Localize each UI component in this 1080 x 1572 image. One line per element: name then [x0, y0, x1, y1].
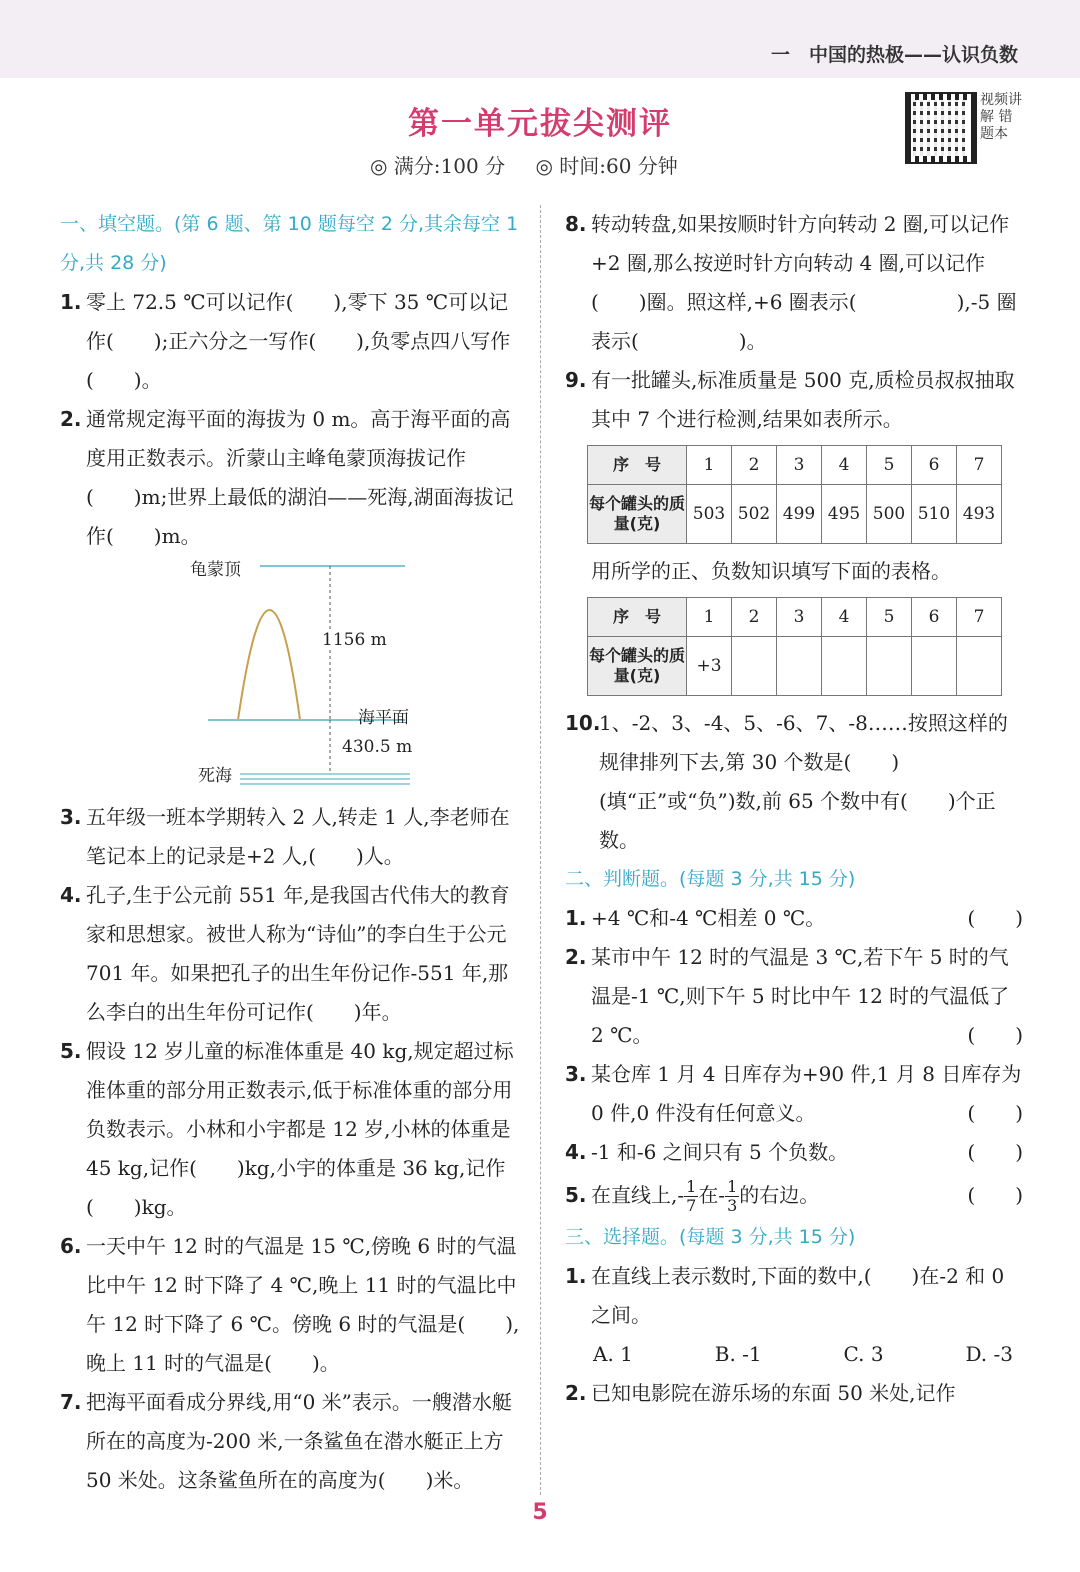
choice-2: 2. 已知电影院在游乐场的东面 50 米处,记作	[565, 1381, 956, 1405]
section-judge-title: 二、判断题。(每题 3 分,共 15 分)	[565, 868, 856, 890]
answer-cell[interactable]	[822, 637, 867, 696]
choice-1-options	[565, 1335, 1023, 1374]
question-2: 2. 通常规定海平面的海拔为 0 m。高于海平面的高度用正数表示。沂蒙山主峰龟蒙顶海拔记作( )m;世界上最低的湖泊——死海,湖面海拔记作( )m。	[60, 407, 514, 548]
judge-5: 5. 在直线上,- $\frac{1}{7}$ 在- $\frac{1}{3}$ 的右边。 ( )	[565, 1172, 1023, 1218]
option-b[interactable]: B. -1	[714, 1342, 762, 1366]
table-header: 每个罐头的质量(克)	[588, 485, 687, 544]
qr-label: 视频讲解 错题本	[980, 92, 1022, 142]
judge-1: 1. +4 ℃和-4 ℃相差 0 ℃。 ( )	[565, 899, 1023, 938]
answer-cell[interactable]	[777, 637, 822, 696]
time-limit: ◎ 时间:60 分钟	[535, 154, 678, 178]
answer-paren[interactable]: ( )	[967, 1183, 1023, 1207]
can-weight-table: 序 号 1 2 3 4 5 6 7 每个罐头的质量(克) 503 502 499 495 500 510 493	[587, 445, 1002, 544]
answer-cell[interactable]	[732, 637, 777, 696]
answer-cell[interactable]	[867, 637, 912, 696]
question-4: 4. 孔子,生于公元前 551 年,是我国古代伟大的教育家和思想家。被世人称为“诗仙”的李白生于公元 701 年。如果把孔子的出生年份记作-551 年,那么李白的出生年份可记作( )年。	[60, 883, 510, 1024]
table-header: 序 号	[588, 598, 687, 637]
label-dead-sea: 死海	[198, 766, 232, 786]
right-column	[565, 205, 1023, 1413]
question-9-instruction: 用所学的正、负数知识填写下面的表格。	[591, 559, 951, 583]
fraction-one-seventh: $\frac{1}{7}$	[686, 1177, 697, 1215]
column-divider	[540, 205, 541, 1495]
table-header: 序 号	[588, 446, 687, 485]
label-height: 1156 m	[322, 630, 387, 650]
option-c[interactable]: C. 3	[843, 1342, 884, 1366]
question-5: 5. 假设 12 岁儿童的标准体重是 40 kg,规定超过标准体重的部分用正数表示,低于标准体重的部分用负数表示。小林和小宇都是 12 岁,小林的体重是 45 kg,记作( )kg,小宇的体重是 36 kg,记作( )kg。	[60, 1039, 514, 1219]
question-3: 3. 五年级一班本学期转入 2 人,转走 1 人,李老师在笔记本上的记录是+2 人,( )人。	[60, 805, 510, 868]
question-10: 10. 1、-2、3、-4、5、-6、7、-8……按照这样的规律排列下去,第 30 个数是( )(填“正”或“负”)数,前 65 个数中有( )个正数。	[565, 711, 1008, 852]
choice-1: 1. 在直线上表示数时,下面的数中,( )在-2 和 0 之间。	[565, 1264, 1005, 1327]
label-depth: 430.5 m	[342, 737, 413, 757]
question-8: 8. 转动转盘,如果按顺时针方向转动 2 圈,可以记作+2 圈,那么按逆时针方向转动 4 圈,可以记作( )圈。照这样,+6 圈表示( ),-5 圈表示( )。	[565, 212, 1017, 353]
full-score: ◎ 满分:100 分	[370, 154, 506, 178]
section-fill-title: 一、填空题。(第 6 题、第 10 题每空 2 分,其余每空 1 分,共 28 分)	[60, 213, 519, 274]
question-7: 7. 把海平面看成分界线,用“0 米”表示。一艘潜水艇所在的高度为-200 米,一条鲨鱼在潜水艇正上方 50 米处。这条鲨鱼所在的高度为( )米。	[60, 1390, 512, 1492]
answer-cell[interactable]	[957, 637, 1002, 696]
chapter-title: 一 中国的热极——认识负数	[770, 44, 1018, 66]
answer-paren[interactable]: ( )	[967, 906, 1023, 930]
exam-meta	[370, 150, 702, 179]
altitude-diagram	[60, 560, 522, 790]
option-d[interactable]: D. -3	[965, 1342, 1013, 1366]
label-peak: 龟蒙顶	[190, 560, 241, 580]
question-1: 1. 零上 72.5 ℃可以记作( ),零下 35 ℃可以记作( );正六分之一写作( ),负零点四八写作( )。	[60, 290, 511, 392]
fraction-one-third: $\frac{1}{3}$	[727, 1177, 738, 1215]
page-title: 第一单元拔尖测评	[408, 106, 672, 142]
answer-paren[interactable]: ( )	[967, 1023, 1023, 1047]
judge-2: 2. 某市中午 12 时的气温是 3 ℃,若下午 5 时的气温是-1 ℃,则下午 5 时比中午 12 时的气温低了 2 ℃。 ( )	[565, 945, 1023, 1047]
judge-4: 4. -1 和-6 之间只有 5 个负数。 ( )	[565, 1133, 1023, 1172]
altitude-svg	[60, 560, 522, 790]
table-header: 每个罐头的质量(克)	[588, 637, 687, 696]
answer-cell[interactable]	[912, 637, 957, 696]
answer-paren[interactable]: ( )	[967, 1140, 1023, 1164]
page-number: 5	[532, 1500, 548, 1525]
question-6: 6. 一天中午 12 时的气温是 15 ℃,傍晚 6 时的气温比中午 12 时下降了 4 ℃,晚上 11 时的气温比中午 12 时下降了 6 ℃。傍晚 6 时的气温是( ),晚上 11 时的气温是( )。	[60, 1234, 520, 1375]
answer-paren[interactable]: ( )	[967, 1101, 1023, 1125]
signed-weight-table: 序 号 1 2 3 4 5 6 7 每个罐头的质量(克) +3	[587, 597, 1002, 696]
left-column	[60, 205, 522, 1500]
question-9: 9. 有一批罐头,标准质量是 500 克,质检员叔叔抽取其中 7 个进行检测,结果如表所示。	[565, 368, 1015, 431]
judge-3: 3. 某仓库 1 月 4 日库存为+90 件,1 月 8 日库存为 0 件,0 件没有任何意义。 ( )	[565, 1062, 1023, 1125]
section-choice-title: 三、选择题。(每题 3 分,共 15 分)	[565, 1226, 856, 1248]
option-a[interactable]: A. 1	[593, 1342, 633, 1366]
qr-code-icon[interactable]	[905, 92, 977, 164]
label-sea-level: 海平面	[358, 708, 409, 728]
